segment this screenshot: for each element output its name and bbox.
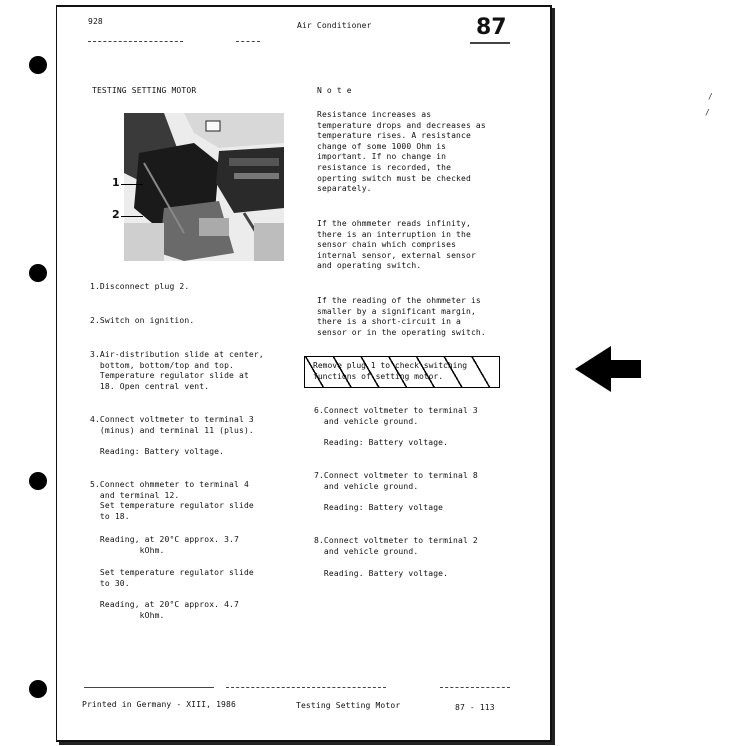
setting-motor-photo	[124, 113, 284, 261]
binder-hole-3	[29, 472, 47, 490]
header-model: 928	[88, 17, 103, 26]
step-1	[90, 282, 189, 293]
callout-1: 1	[112, 176, 120, 189]
page-number: 87	[476, 15, 507, 40]
boxed-instruction	[304, 356, 500, 388]
margin-mark-2: /	[705, 108, 710, 117]
step-5-reading-1	[90, 535, 239, 556]
step-3-line-1: 3.Air-distribution slide at center,	[90, 350, 264, 359]
step-4-reading	[90, 447, 224, 458]
note-p1-line: separately.	[317, 184, 372, 194]
footer-rule-right	[440, 687, 510, 688]
binder-hole-1	[29, 56, 47, 74]
left-arrow-icon	[575, 346, 643, 392]
note-paragraph-3	[317, 296, 486, 338]
binder-hole-4	[29, 680, 47, 698]
step-6-line-2: and vehicle ground.	[314, 416, 419, 426]
header-rule-mid	[236, 41, 260, 42]
step-6	[314, 406, 478, 427]
step-5-set-30-line-2: to 30.	[90, 578, 130, 588]
step-7-reading-line: Reading: Battery voltage	[314, 503, 444, 512]
callout-2: 2	[112, 208, 120, 221]
step-4	[90, 415, 254, 436]
footer-rule-left	[84, 687, 214, 688]
step-8-line-1: 8.Connect voltmeter to terminal 2	[314, 536, 478, 545]
boxed-line-2: functions of setting motor.	[313, 371, 444, 381]
photo-illustration	[124, 113, 284, 261]
step-3-line-4: 18. Open central vent.	[90, 381, 210, 391]
step-6-reading-line: Reading: Battery voltage.	[314, 438, 449, 447]
step-5-reading-2	[90, 600, 239, 621]
step-8-reading-line: Reading. Battery voltage.	[314, 569, 449, 578]
step-1-line: 1.Disconnect plug 2.	[90, 282, 190, 291]
section-title: TESTING SETTING MOTOR	[92, 86, 197, 95]
callout-2-leader	[121, 216, 143, 217]
step-5-line-3: Set temperature regulator slide	[90, 501, 254, 511]
step-5-reading-1-line-1: Reading, at 20°C approx. 3.7	[90, 535, 239, 544]
step-5-set-30-line-1: Set temperature regulator slide	[90, 568, 254, 577]
note-paragraph-1	[317, 110, 486, 195]
note-p1-line: change of some 1000 Ohm is	[317, 141, 447, 151]
step-8	[314, 536, 478, 557]
step-5-reading-2-line-2: kOhm.	[90, 610, 165, 620]
step-4-reading-line: Reading: Battery voltage.	[90, 447, 225, 456]
step-5-line-2: and terminal 12.	[90, 490, 180, 500]
step-6-line-1: 6.Connect voltmeter to terminal 3	[314, 406, 478, 415]
note-p1-line: resistance is recorded, the	[317, 162, 452, 172]
note-p1-line: important. If no change in	[317, 152, 447, 162]
step-3-line-3: Temperature regulator slide at	[90, 371, 249, 381]
callout-1-leader	[121, 184, 143, 185]
step-4-line-2: (minus) and terminal 11 (plus).	[90, 425, 254, 435]
step-6-reading	[314, 438, 448, 449]
step-5-set-30	[90, 568, 254, 589]
note-p1-line: temperature rises. A resistance	[317, 131, 471, 141]
note-p2-line: there is an interruption in the	[317, 229, 471, 239]
step-5-reading-1-line-2: kOhm.	[90, 545, 165, 555]
step-4-line-1: 4.Connect voltmeter to terminal 3	[90, 415, 254, 424]
step-3-line-2: bottom, bottom/top and top.	[90, 360, 235, 370]
note-p3-line: If the reading of the ohmmeter is	[317, 296, 481, 305]
note-p2-line: sensor chain which comprises	[317, 240, 457, 250]
step-5-reading-2-line-1: Reading, at 20°C approx. 4.7	[90, 600, 239, 609]
note-p3-line: smaller by a significant margin,	[317, 306, 476, 316]
header-title: Air Conditioner	[297, 21, 372, 30]
step-7	[314, 471, 478, 492]
note-p1-line: Resistance increases as	[317, 110, 432, 119]
footer-section: Testing Setting Motor	[296, 701, 401, 710]
boxed-instruction-text	[313, 361, 467, 382]
note-paragraph-2	[317, 219, 476, 272]
step-2-line: 2.Switch on ignition.	[90, 316, 195, 325]
note-heading: N o t e	[317, 86, 352, 95]
header-rule-left	[88, 41, 183, 42]
step-8-line-2: and vehicle ground.	[314, 546, 419, 556]
footer-printed: Printed in Germany - XIII, 1986	[82, 700, 236, 709]
binder-hole-2	[29, 264, 47, 282]
step-5	[90, 480, 254, 522]
note-p3-line: there is a short-circuit in a	[317, 317, 462, 327]
note-p2-line: internal sensor, external sensor	[317, 250, 476, 260]
note-p2-line: If the ohmmeter reads infinity,	[317, 219, 471, 228]
note-p1-line: operting switch must be checked	[317, 173, 471, 183]
note-p3-line: sensor or in the operating switch.	[317, 327, 486, 337]
boxed-line-1: Remove plug 1 to check switching	[313, 361, 468, 370]
note-p2-line: and operating switch.	[317, 261, 422, 271]
footer-rule-mid	[226, 687, 386, 688]
footer-page-ref: 87 - 113	[455, 703, 495, 712]
step-7-line-1: 7.Connect voltmeter to terminal 8	[314, 471, 478, 480]
step-3	[90, 350, 264, 392]
step-5-line-4: to 18.	[90, 511, 130, 521]
step-2	[90, 316, 194, 327]
note-p1-line: temperature drops and decreases as	[317, 120, 486, 130]
margin-mark-1: /	[708, 92, 713, 101]
step-8-reading	[314, 569, 448, 580]
header-rule-right	[470, 42, 510, 44]
step-7-reading	[314, 503, 443, 514]
step-5-line-1: 5.Connect ohmmeter to terminal 4	[90, 480, 249, 489]
step-7-line-2: and vehicle ground.	[314, 481, 419, 491]
